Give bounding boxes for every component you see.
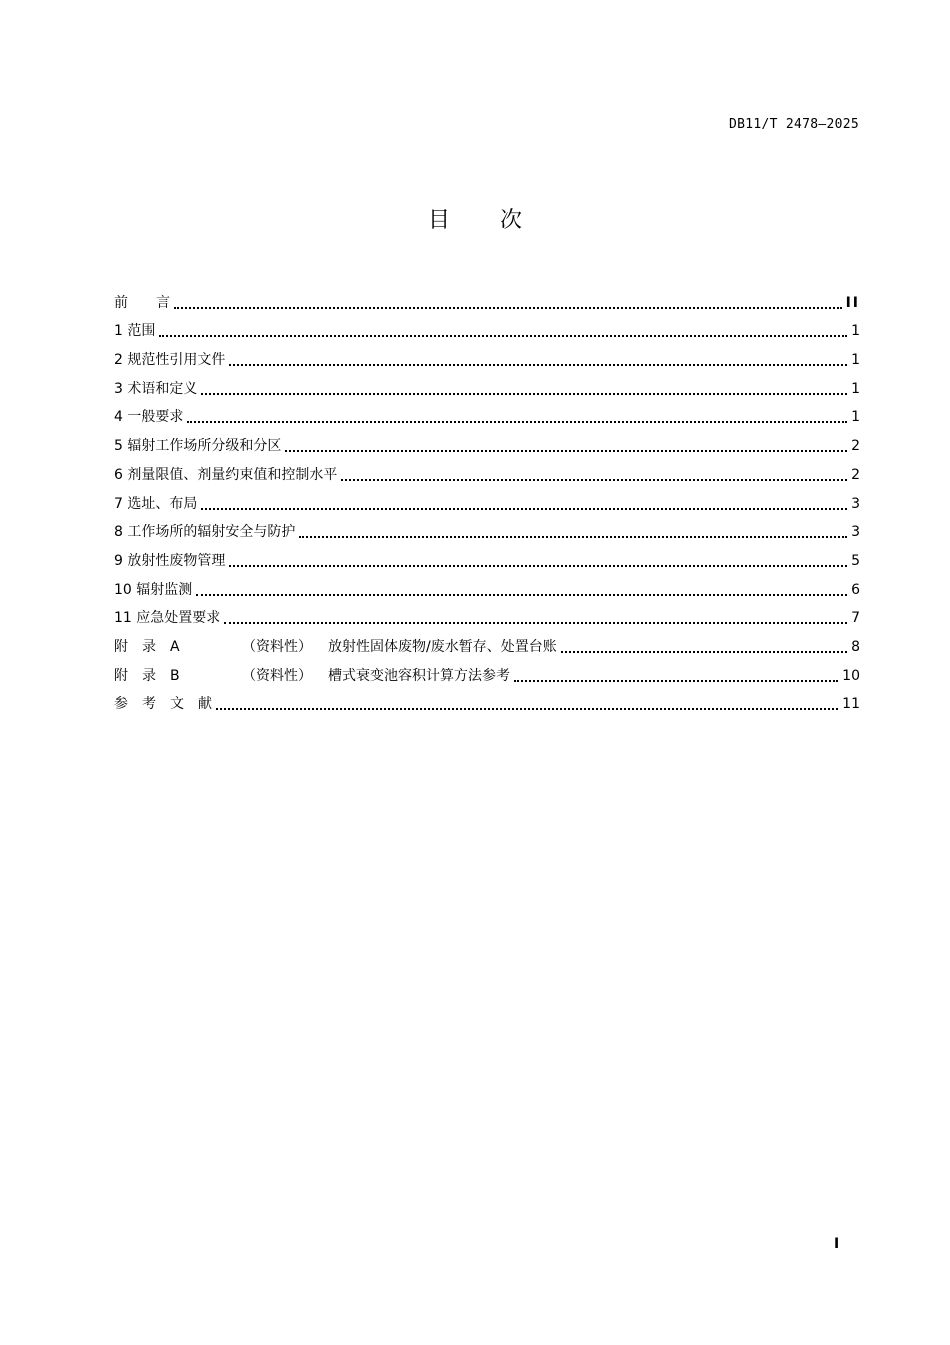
toc-entry-page: 1 — [851, 352, 860, 369]
toc-entry-title: 1 范围 — [114, 323, 156, 340]
dot-leader — [216, 708, 838, 710]
dot-leader — [196, 594, 847, 596]
dot-leader — [229, 364, 847, 366]
table-of-contents — [114, 284, 860, 714]
toc-entry-page: 1 — [851, 409, 860, 426]
annex-prefix: 附 录 B — [114, 667, 180, 684]
toc-entry[interactable] — [114, 571, 860, 600]
toc-entry[interactable] — [114, 514, 860, 543]
dot-leader — [159, 335, 847, 337]
page-title: 目次 — [427, 208, 572, 233]
dot-leader — [561, 651, 847, 653]
toc-entry-page: II — [845, 294, 860, 311]
toc-entry-page: 8 — [851, 638, 860, 655]
toc-entry-page: 10 — [842, 667, 860, 684]
document-code: DB11/T 2478—2025 — [728, 117, 859, 132]
toc-entry-page: 1 — [851, 323, 860, 340]
toc-entry-title: 参 考 文 献 — [114, 696, 212, 713]
toc-entry[interactable] — [114, 456, 860, 485]
dot-leader — [224, 622, 847, 624]
toc-entry-page: 1 — [851, 380, 860, 397]
toc-entry-page: 3 — [851, 495, 860, 512]
toc-entry-title — [114, 666, 510, 686]
toc-entry[interactable] — [114, 427, 860, 456]
dot-leader — [187, 421, 847, 423]
toc-entry-page: 6 — [851, 581, 860, 598]
toc-entry-title: 11 应急处置要求 — [114, 610, 221, 627]
toc-entry[interactable] — [114, 313, 860, 342]
toc-entry-page: 2 — [851, 438, 860, 455]
toc-entry[interactable] — [114, 284, 860, 313]
dot-leader — [201, 393, 847, 395]
toc-entry[interactable] — [114, 370, 860, 399]
toc-entry-title: 3 术语和定义 — [114, 380, 198, 397]
toc-entry-title: 4 一般要求 — [114, 409, 184, 426]
toc-entry[interactable] — [114, 341, 860, 370]
toc-entry-page: 7 — [851, 610, 860, 627]
toc-entry[interactable] — [114, 686, 860, 715]
toc-entry-title: 5 辐射工作场所分级和分区 — [114, 438, 282, 455]
dot-leader — [299, 536, 847, 538]
dot-leader — [174, 307, 842, 309]
toc-entry-page: 5 — [851, 552, 860, 569]
toc-entry-title: 7 选址、布局 — [114, 495, 198, 512]
toc-entry-title: 前 言 — [114, 294, 170, 311]
dot-leader — [514, 680, 838, 682]
page-number: I — [834, 1236, 840, 1252]
toc-entry-title: 2 规范性引用文件 — [114, 352, 226, 369]
toc-entry-title — [114, 637, 557, 657]
dot-leader — [201, 508, 847, 510]
toc-entry-title: 8 工作场所的辐射安全与防护 — [114, 524, 296, 541]
toc-entry[interactable] — [114, 600, 860, 629]
toc-entry-title: 9 放射性废物管理 — [114, 552, 226, 569]
annex-type-tag: （资料性） — [242, 667, 312, 684]
toc-entry[interactable] — [114, 399, 860, 428]
toc-entry[interactable] — [114, 542, 860, 571]
toc-entry[interactable] — [114, 628, 860, 657]
dot-leader — [341, 479, 847, 481]
annex-title: 放射性固体废物/废水暂存、处置台账 — [328, 638, 557, 655]
toc-entry[interactable] — [114, 485, 860, 514]
toc-entry-title: 10 辐射监测 — [114, 581, 193, 598]
toc-entry-page: 2 — [851, 466, 860, 483]
dot-leader — [285, 450, 847, 452]
toc-entry-page: 3 — [851, 524, 860, 541]
annex-title: 槽式衰变池容积计算方法参考 — [328, 667, 510, 684]
toc-entry[interactable] — [114, 657, 860, 686]
dot-leader — [229, 565, 847, 567]
annex-type-tag: （资料性） — [242, 638, 312, 655]
toc-entry-title: 6 剂量限值、剂量约束值和控制水平 — [114, 466, 338, 483]
toc-entry-page: 11 — [842, 696, 860, 713]
annex-prefix: 附 录 A — [114, 638, 180, 655]
